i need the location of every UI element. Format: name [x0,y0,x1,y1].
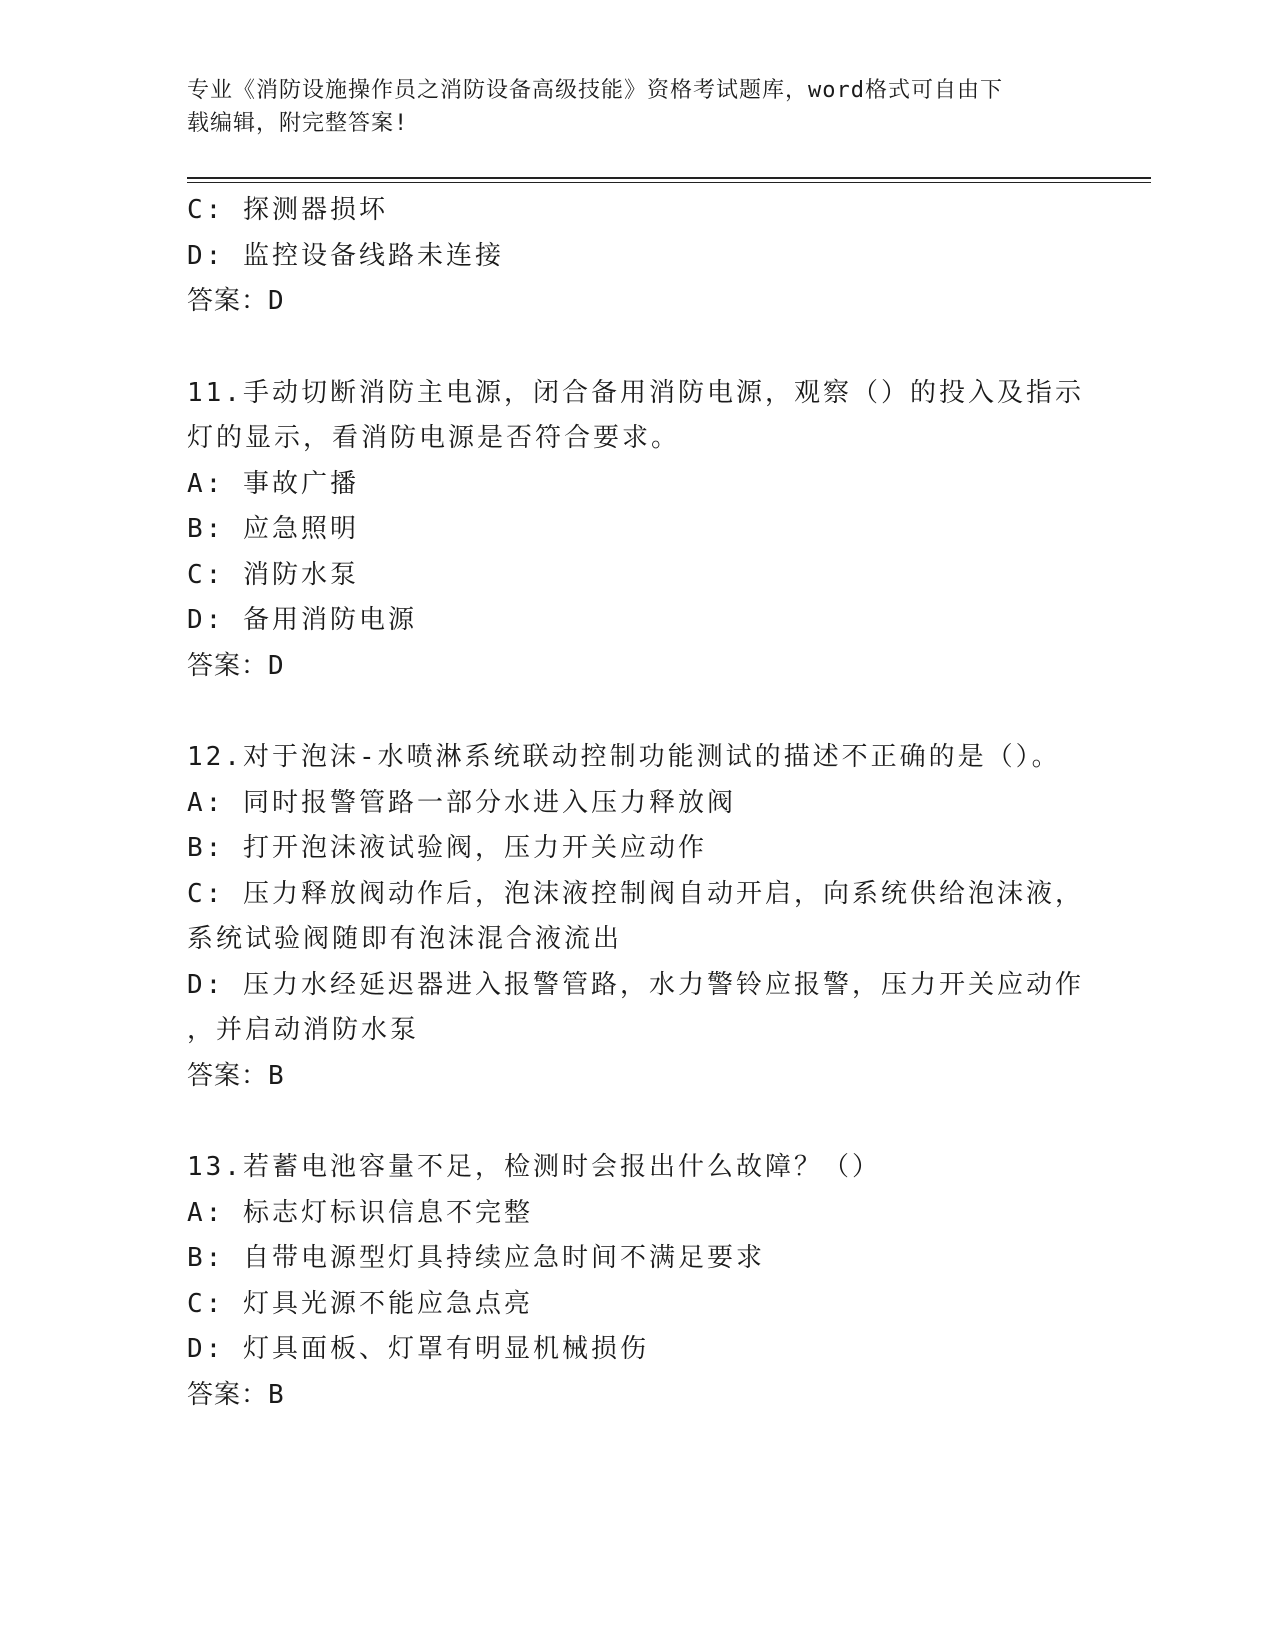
option-c: C: 探测器损坏 [187,195,388,225]
option-d: D: 灯具面板、灯罩有明显机械损伤 [187,1334,649,1364]
header-divider-thick [187,177,1151,179]
question-stem-continued: 灯的显示，看消防电源是否符合要求。 [187,423,681,453]
option-b: B: 应急照明 [187,514,359,544]
answer-line: 答案：D [187,650,285,681]
option-d: D: 监控设备线路未连接 [187,240,504,271]
spacer [187,689,1087,735]
header-line-2: 载编辑，附完整答案! [187,111,409,136]
option-b: B: 打开泡沫液试验阀，压力开关应动作 [187,833,707,863]
option-d: D: 压力水经延迟器进入报警管路，水力警铃应报警，压力开关应动作 [187,969,1084,1000]
spacer [187,325,1087,371]
question-10-tail [187,188,1087,325]
question-stem: 13.若蓄电池容量不足，检测时会报出什么故障？（） [187,1152,881,1182]
option-d-continued: ，并启动消防水泵 [187,1015,420,1045]
question-list [187,188,1087,1418]
header-line-1: 专业《消防设施操作员之消防设备高级技能》资格考试题库，word格式可自由下 [187,78,1003,103]
option-c: C: 灯具光源不能应急点亮 [187,1288,533,1319]
option-d: D: 备用消防电源 [187,605,417,635]
question-13 [187,1145,1087,1418]
option-a: A: 事故广播 [187,468,359,499]
option-c: C: 消防水泵 [187,559,359,590]
option-b: B: 自带电源型灯具持续应急时间不满足要求 [187,1243,765,1273]
question-12 [187,735,1087,1099]
answer-line: 答案：B [187,1060,285,1091]
question-stem: 11.手动切断消防主电源，闭合备用消防电源，观察（）的投入及指示 [187,377,1084,408]
option-c-continued: 系统试验阀随即有泡沫混合液流出 [187,924,623,954]
header-divider-thin [187,182,1151,183]
option-c: C: 压力释放阀动作后，泡沫液控制阀自动开启，向系统供给泡沫液， [187,878,1084,909]
page-header [187,74,1067,140]
option-a: A: 标志灯标识信息不完整 [187,1197,533,1228]
question-11 [187,371,1087,690]
option-a: A: 同时报警管路一部分水进入压力释放阀 [187,787,736,818]
answer-line: 答案：D [187,286,285,316]
spacer [187,1099,1087,1145]
question-stem: 12.对于泡沫-水喷淋系统联动控制功能测试的描述不正确的是（）。 [187,742,1061,772]
answer-line: 答案：B [187,1379,285,1410]
